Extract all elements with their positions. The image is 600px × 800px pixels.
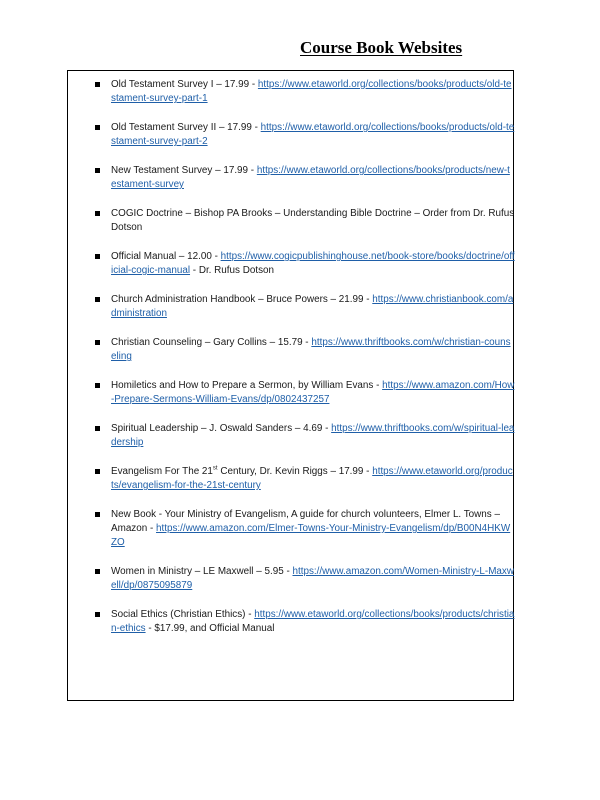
list-item (95, 422, 515, 450)
list-item (95, 379, 515, 407)
square-bullet-icon (95, 211, 100, 216)
list-item (95, 293, 515, 321)
book-description: Old Testament Survey I – 17.99 - (111, 79, 258, 90)
book-link[interactable]: https://www.thriftbooks.com/w/spiritual-leadership (111, 423, 515, 448)
book-link[interactable]: https://www.thriftbooks.com/w/christian-counseling (111, 337, 511, 362)
list-item (95, 250, 515, 278)
book-link[interactable]: https://www.cogicpublishinghouse.net/book-store/books/doctrine/official-cogic-manual (111, 251, 515, 276)
square-bullet-icon (95, 569, 100, 574)
square-bullet-icon (95, 297, 100, 302)
list-item (95, 121, 515, 149)
book-description: COGIC Doctrine – Bishop PA Brooks – Understanding Bible Doctrine – Order from Dr. Rufus Dotson (111, 208, 515, 233)
book-description: Women in Ministry – LE Maxwell – 5.95 - (111, 566, 293, 577)
book-description: Homiletics and How to Prepare a Sermon, by William Evans - (111, 380, 383, 391)
list-item (95, 508, 515, 550)
list-item (95, 565, 515, 593)
square-bullet-icon (95, 426, 100, 431)
book-description: Christian Counseling – Gary Collins – 15.79 - (111, 337, 312, 348)
book-link[interactable]: https://www.amazon.com/Women-Ministry-L-Maxwell/dp/0875095879 (111, 566, 514, 591)
square-bullet-icon (95, 125, 100, 130)
list-item (95, 465, 515, 493)
square-bullet-icon (95, 612, 100, 617)
book-description: Church Administration Handbook – Bruce Powers – 21.99 - (111, 294, 373, 305)
book-description: Social Ethics (Christian Ethics) - (111, 609, 255, 620)
book-link[interactable]: https://www.etaworld.org/collections/books/products/old-testament-survey-part-1 (111, 79, 512, 104)
square-bullet-icon (95, 254, 100, 259)
square-bullet-icon (95, 512, 100, 517)
square-bullet-icon (95, 383, 100, 388)
square-bullet-icon (95, 340, 100, 345)
book-description: Official Manual – 12.00 - (111, 251, 221, 262)
superscript: st (212, 465, 218, 472)
book-description: New Book - Your Ministry of Evangelism, A guide for church volunteers, Elmer L. Towns – Amazon - (111, 509, 500, 534)
book-description-cont: Century, Dr. Kevin Riggs – 17.99 - (217, 466, 373, 477)
book-description: Evangelism For The 21 (111, 466, 213, 477)
book-suffix: - $17.99, and Official Manual (148, 623, 275, 634)
book-link[interactable]: https://www.christianbook.com/administration (111, 294, 514, 319)
book-link[interactable]: https://www.amazon.com/Elmer-Towns-Your-Ministry-Evangelism/dp/B00N4HKWZO (111, 523, 511, 548)
book-description: Spiritual Leadership – J. Oswald Sanders – 4.69 - (111, 423, 332, 434)
book-suffix: - Dr. Rufus Dotson (192, 265, 275, 276)
square-bullet-icon (95, 168, 100, 173)
book-link[interactable]: https://www.etaworld.org/products/evangelism-for-the-21st-century (111, 466, 513, 491)
book-description: Old Testament Survey II – 17.99 - (111, 122, 261, 133)
book-link[interactable]: https://www.amazon.com/How-Prepare-Sermons-William-Evans/dp/0802437257 (111, 380, 515, 405)
square-bullet-icon (95, 469, 100, 474)
list-item (95, 164, 515, 192)
square-bullet-icon (95, 82, 100, 87)
list-item (95, 78, 515, 106)
list-item (95, 608, 515, 636)
list-item (95, 336, 515, 364)
book-link[interactable]: https://www.etaworld.org/collections/books/products/old-testament-survey-part-2 (111, 122, 515, 147)
book-link[interactable]: https://www.etaworld.org/collections/books/products/new-testament-survey (111, 165, 510, 190)
page-title: Course Book Websites (300, 38, 463, 57)
book-description: New Testament Survey – 17.99 - (111, 165, 257, 176)
list-item (95, 207, 515, 235)
book-link[interactable]: https://www.etaworld.org/collections/books/products/christian-ethics (111, 609, 515, 634)
book-list (95, 78, 515, 651)
